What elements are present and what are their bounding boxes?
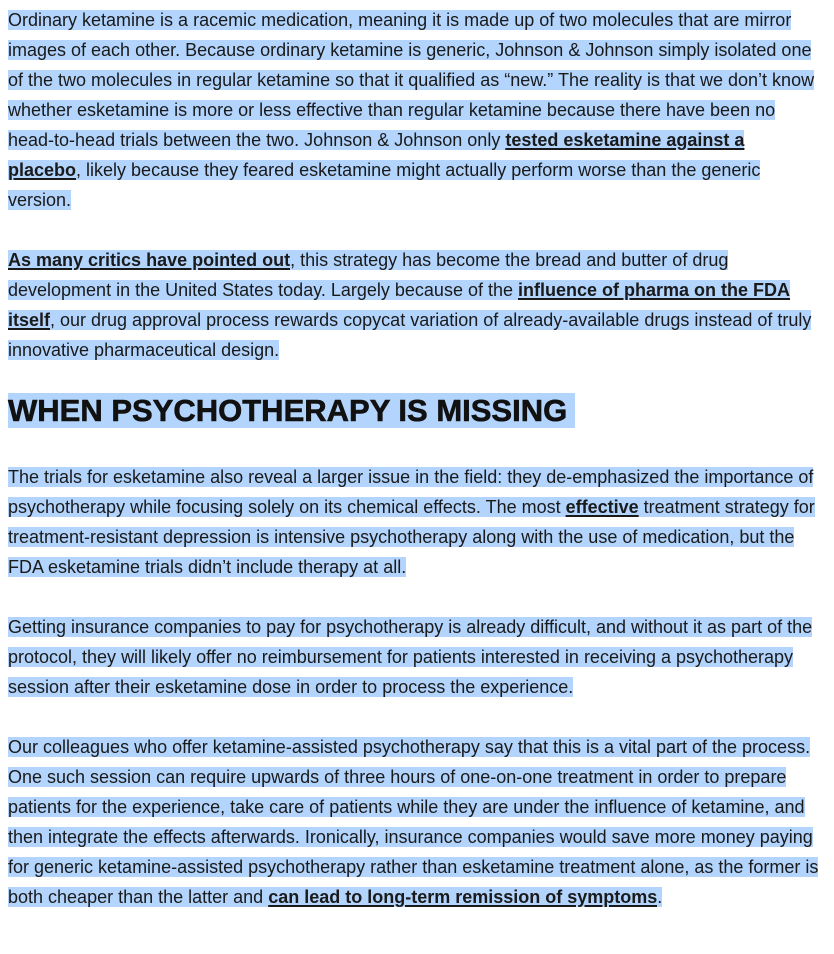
paragraph-text: , this strategy has become the bread and butter of drug development in the United States today. Largely because of the xyxy=(8,250,729,300)
link-placebo-trial[interactable]: tested esketamine against a placebo xyxy=(8,130,745,180)
paragraph-text: . xyxy=(657,887,663,907)
paragraph-text: The trials for esketamine also reveal a larger issue in the field: they de-emphasized the importance of psychotherapy while focusing solely on its chemical effects. The most xyxy=(8,467,814,517)
section-heading: WHEN PSYCHOTHERAPY IS MISSING xyxy=(8,388,575,434)
paragraph-text: Getting insurance companies to pay for psychotherapy is already difficult, and without it as part of the protocol, they will likely offer no reimbursement for patients interested in receiving a psychotherapy session after their esketamine dose in order to process the experience. xyxy=(8,617,813,697)
paragraph-text: , likely because they feared esketamine might actually perform worse than the generic version. xyxy=(8,160,761,210)
paragraph-colleagues xyxy=(8,732,820,912)
paragraph-text: Ordinary ketamine is a racemic medication, meaning it is made up of two molecules that are mirror images of each other. Because ordinary ketamine is generic, Johnson & Johnson simply isolated one of the two molecules in regular ketamine so that it qualified as “new.” The reality is that we don’t know whether esketamine is more or less effective than regular ketamine because there have been no head-to-head trials between the two. Johnson & Johnson only xyxy=(8,10,815,150)
link-effective[interactable]: effective xyxy=(565,497,639,517)
paragraph-racemic xyxy=(8,5,820,215)
paragraph-text: , our drug approval process rewards copycat variation of already-available drugs instead of truly innovative pharmaceutical design. xyxy=(8,310,812,360)
link-pharma-influence[interactable]: influence of pharma on the FDA itself xyxy=(8,280,791,330)
paragraph-trials xyxy=(8,462,820,582)
paragraph-insurance xyxy=(8,612,820,702)
paragraph-text: Our colleagues who offer ketamine-assisted psychotherapy say that this is a vital part of the process. One such session can require upwards of three hours of one-on-one treatment in order to prepare patients for the experience, take care of patients while they are under the influence of ketamine, and then integrate the effects afterwards. Ironically, insurance companies would save more money paying for generic ketamine-assisted psychotherapy rather than esketamine treatment alone, as the former is both cheaper than the latter and xyxy=(8,737,819,907)
paragraph-text: treatment strategy for treatment-resistant depression is intensive psychotherapy along with the use of medication, but the FDA esketamine trials didn’t include therapy at all. xyxy=(8,497,815,577)
link-critics[interactable]: As many critics have pointed out xyxy=(8,250,291,270)
link-remission[interactable]: can lead to long-term remission of symptoms xyxy=(268,887,658,907)
paragraph-copycat xyxy=(8,245,820,365)
